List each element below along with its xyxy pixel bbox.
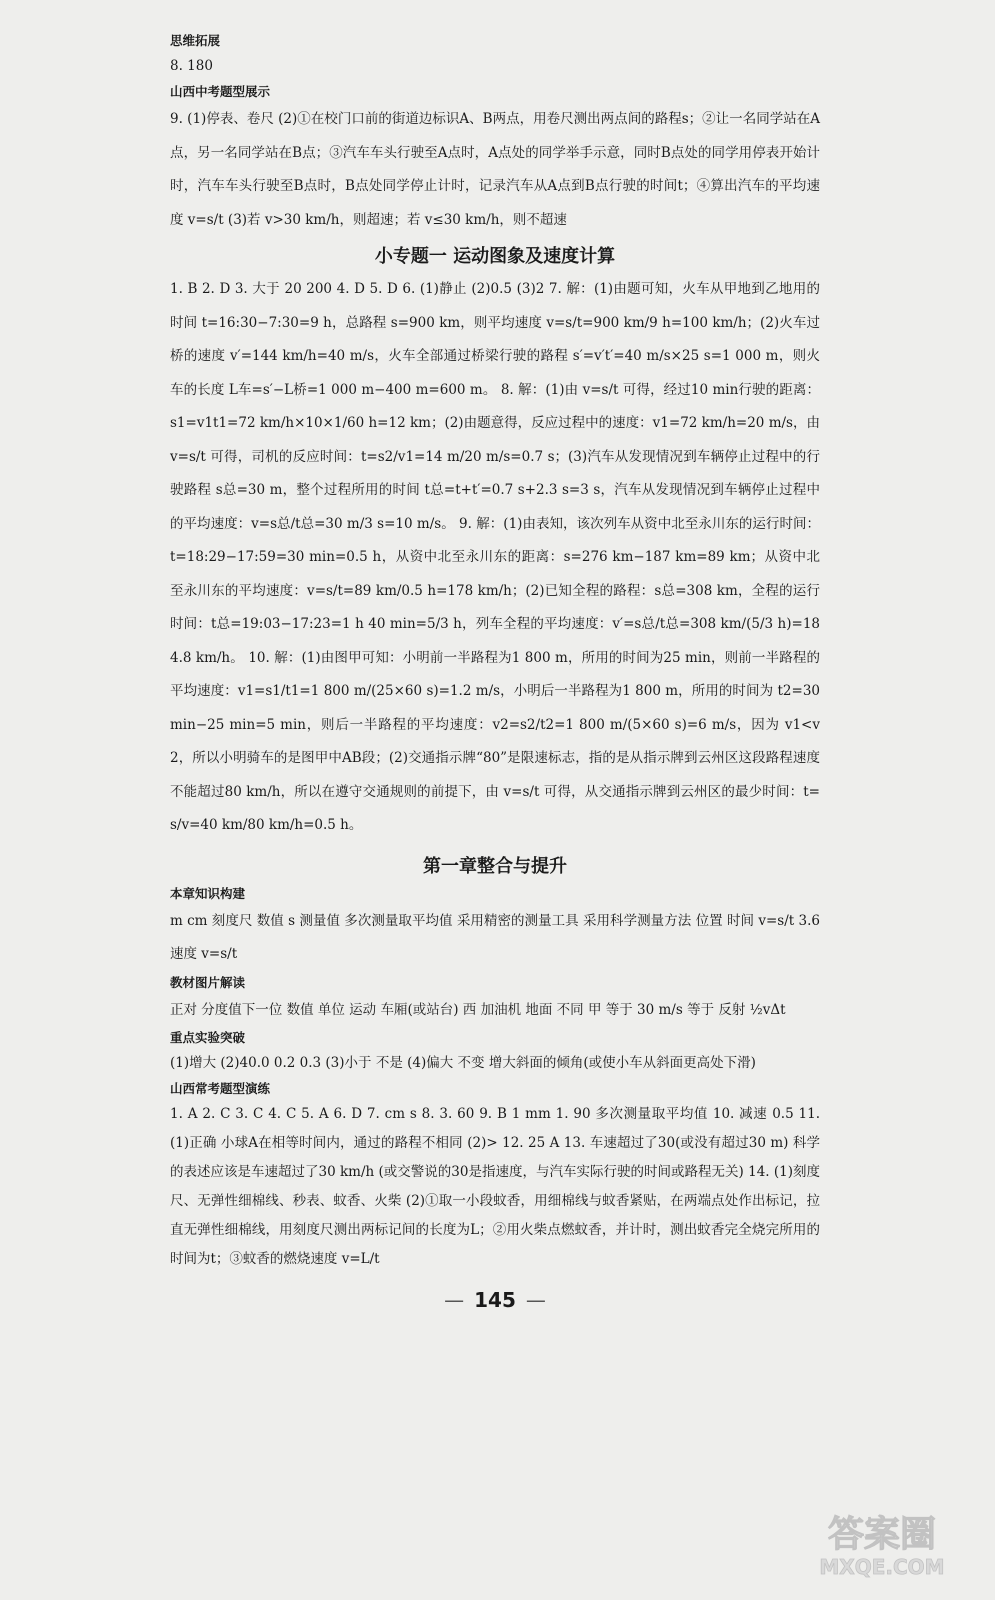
- chapter-title: 第一章整合与提升: [423, 855, 567, 877]
- answer-shanxi-exam: 9. (1)停表、卷尺 (2)①在校门口前的街道边标识A、B两点，用卷尺测出两点间的路程s；②让一名同学站在A点，另一名同学站在B点；③汽车车头行驶至A点时，A点处的同学举手示意，同时B点处的同学用停表开始计时，汽车车头行驶至B点时，B点处同学停止计时，记录汽车从A点到B点行驶的时间t；④算出汽车的平均速度 v=s/t (3)若 v>30 km/h，则超速；若 v≤30 km/h，则不超速: [170, 111, 820, 228]
- document-page: [170, 30, 820, 1312]
- answer-figures: 正对 分度值下一位 数值 单位 运动 车厢(或站台) 西 加油机 地面 不同 甲 等于 30 m/s 等于 反射 ½vΔt: [170, 1001, 786, 1018]
- section-label-thinking: 思维拓展: [170, 33, 221, 48]
- answer-thinking: 8. 180: [170, 58, 213, 74]
- answer-practice: 1. A 2. C 3. C 4. C 5. A 6. D 7. cm s 8. 3. 60 9. B 1 mm 1. 90 多次测量取平均值 10. 减速 0.5 11. (1)正确 小球A在相等时间内，通过的路程不相同 (2)> 12. 25 A 13. 车速超过了30(或没有超过30 m) 科学的表述应该是车速超过了30 km/h (或交警说的30是指速度，与汽车实际行驶的时间或路程无关) 14. (1)刻度尺、无弹性细棉线、秒表、蚊香、火柴 (2)①取一小段蚊香，用细棉线与蚊香紧贴，在两端点处作出标记，拉直无弹性细棉线，用刻度尺测出两标记间的长度为L；②用火柴点燃蚊香，并计时，测出蚊香完全烧完所用的时间为t；③蚊香的燃烧速度 v=L/t: [170, 1106, 820, 1267]
- section-label-figures: 教材图片解读: [170, 974, 246, 990]
- page-number: — 145 —: [444, 1288, 546, 1312]
- svg-text:答案圈: 答案圈: [827, 1514, 937, 1555]
- section-label-knowledge: 本章知识构建: [170, 885, 246, 901]
- answer-knowledge: m cm 刻度尺 数值 s 测量值 多次测量取平均值 采用精密的测量工具 采用科学测量方法 位置 时间 v=s/t 3.6 速度 v=s/t: [170, 912, 820, 962]
- answer-topic: 1. B 2. D 3. 大于 20 200 4. D 5. D 6. (1)静止 (2)0.5 (3)2 7. 解：(1)由题可知，火车从甲地到乙地用的时间 t=16:30−7:30=9 h，总路程 s=900 km，则平均速度 v=s/t=900 km/9 h=100 km/h；(2)火车过桥的速度 v′=144 km/h=40 m/s，火车全部通过桥梁行驶的路程 s′=v′t′=40 m/s×25 s=1 000 m，则火车的长度 L车=s′−L桥=1 000 m−400 m=600 m。 8. 解：(1)由 v=s/t 可得，经过10 min行驶的距离：s1=v1t1=72 km/h×10×1/60 h=12 km；(2)由题意得，反应过程中的速度：v1=72 km/h=20 m/s，由 v=s/t 可得，司机的反应时间：t=s2/v1=14 m/20 m/s=0.7 s；(3)汽车从发现情况到车辆停止过程中的行驶路程 s总=30 m，整个过程所用的时间 t总=t+t′=0.7 s+2.3 s=3 s，汽车从发现情况到车辆停止过程中的平均速度：v=s总/t总=30 m/3 s=10 m/s。 9. 解：(1)由表知，该次列车从资中北至永川东的运行时间：t=18:29−17:59=30 min=0.5 h，从资中北至永川东的距离：s=276 km−187 km=89 km；从资中北至永川东的平均速度：v=s/t=89 km/0.5 h=178 km/h；(2)已知全程的路程：s总=308 km，全程的运行时间：t总=19:03−17:23=1 h 40 min=5/3 h，列车全程的平均速度：v′=s总/t总=308 km/(5/3 h)=184.8 km/h。 10. 解：(1)由图甲可知：小明前一半路程为1 800 m，所用的时间为25 min，则前一半路程的平均速度：v1=s1/t1=1 800 m/(25×60 s)=1.2 m/s，小明后一半路程为1 800 m，所用的时间为 t2=30 min−25 min=5 min，则后一半路程的平均速度：v2=s2/t2=1 800 m/(5×60 s)=6 m/s，因为 v1<v2，所以小明骑车的是图甲中AB段；(2)交通指示牌“80”是限速标志，指的是从指示牌到云州区这段路程速度不能超过80 km/h，所以在遵守交通规则的前提下，由 v=s/t 可得，从交通指示牌到云州区的最少时间：t=s/v=40 km/80 km/h=0.5 h。: [170, 281, 820, 833]
- topic-title: 小专题一 运动图象及速度计算: [374, 246, 616, 267]
- section-label-experiment: 重点实验突破: [170, 1030, 246, 1045]
- watermark-logo: [787, 1502, 977, 1582]
- answer-experiment: (1)增大 (2)40.0 0.2 0.3 (3)小于 不是 (4)偏大 不变 增大斜面的倾角(或使小车从斜面更高处下滑): [170, 1055, 756, 1071]
- section-label-shanxi-exam: 山西中考题型展示: [170, 84, 271, 99]
- section-label-practice: 山西常考题型演练: [170, 1081, 271, 1096]
- svg-text:MXQE.COM: MXQE.COM: [819, 1555, 945, 1579]
